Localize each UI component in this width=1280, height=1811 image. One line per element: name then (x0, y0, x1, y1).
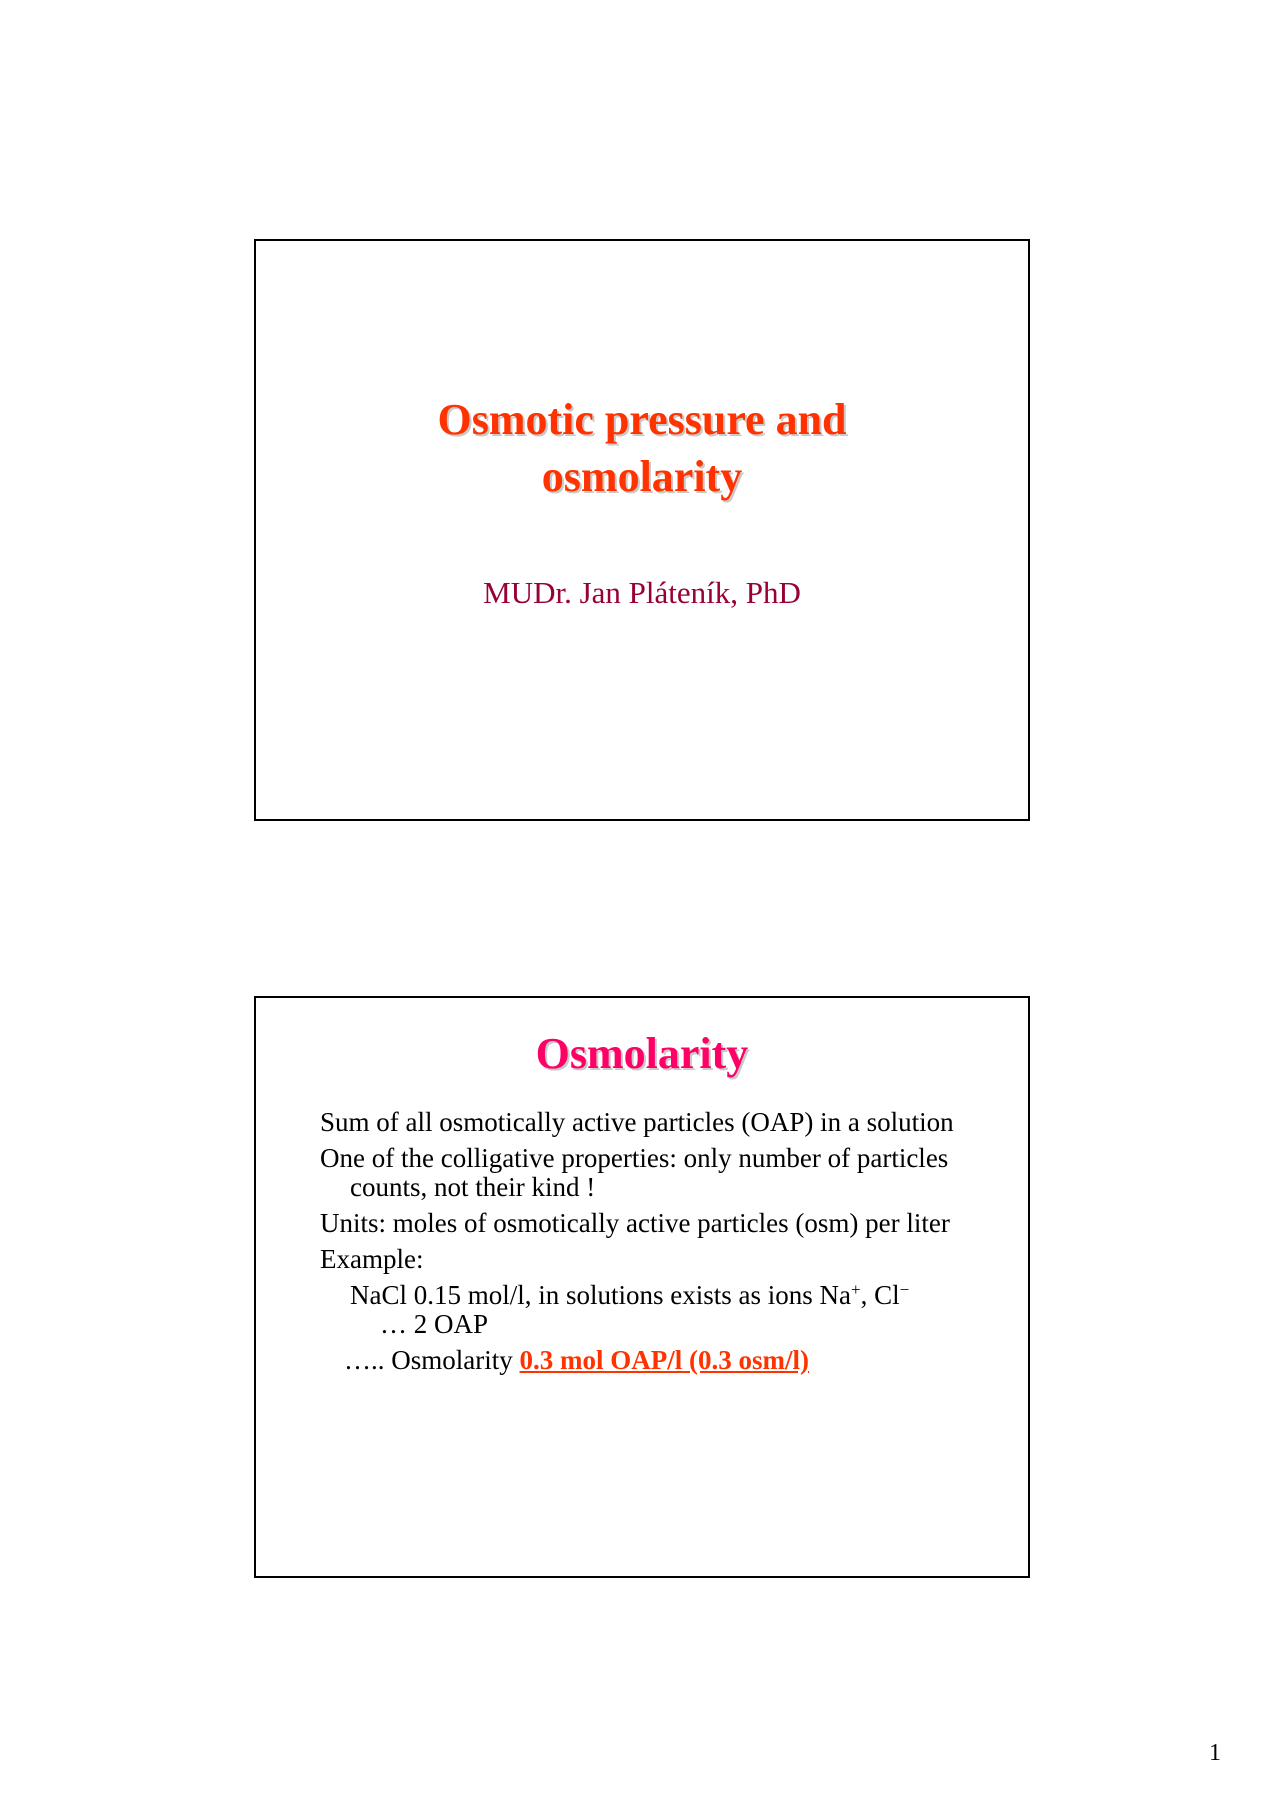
result-prefix: ….. Osmolarity (344, 1345, 520, 1375)
slide-title-heading (256, 391, 1028, 505)
example-suffix: … 2 OAP (380, 1309, 489, 1339)
slide-title (254, 239, 1030, 821)
page-number: 1 (1209, 1740, 1221, 1766)
title-line-1: Osmotic pressure and (437, 395, 847, 444)
na-charge: + (851, 1280, 861, 1299)
slide-body (320, 1108, 1000, 1382)
example-line (320, 1281, 1000, 1339)
cl-charge: − (899, 1280, 910, 1299)
example-separator: , Cl (860, 1280, 900, 1310)
slide-osmolarity (254, 996, 1030, 1578)
author-name: MUDr. Jan Pláteník, PhD (483, 575, 801, 610)
bullet-item: Units: moles of osmotically active particles (osm) per liter (320, 1208, 950, 1238)
result-line (320, 1346, 1000, 1375)
slide-heading: Osmolarity (535, 1029, 749, 1078)
bullet-item: One of the colligative properties: only number of particles counts, not their kind ! (320, 1143, 949, 1202)
bullet-item: Example: (320, 1244, 424, 1274)
bullet-item: Sum of all osmotically active particles (OAP) in a solution (320, 1107, 954, 1137)
result-value: 0.3 mol OAP/l (0.3 osm/l) (519, 1345, 809, 1375)
title-line-2: osmolarity (541, 452, 743, 501)
example-text: NaCl 0.15 mol/l, in solutions exists as ions Na (350, 1280, 852, 1310)
